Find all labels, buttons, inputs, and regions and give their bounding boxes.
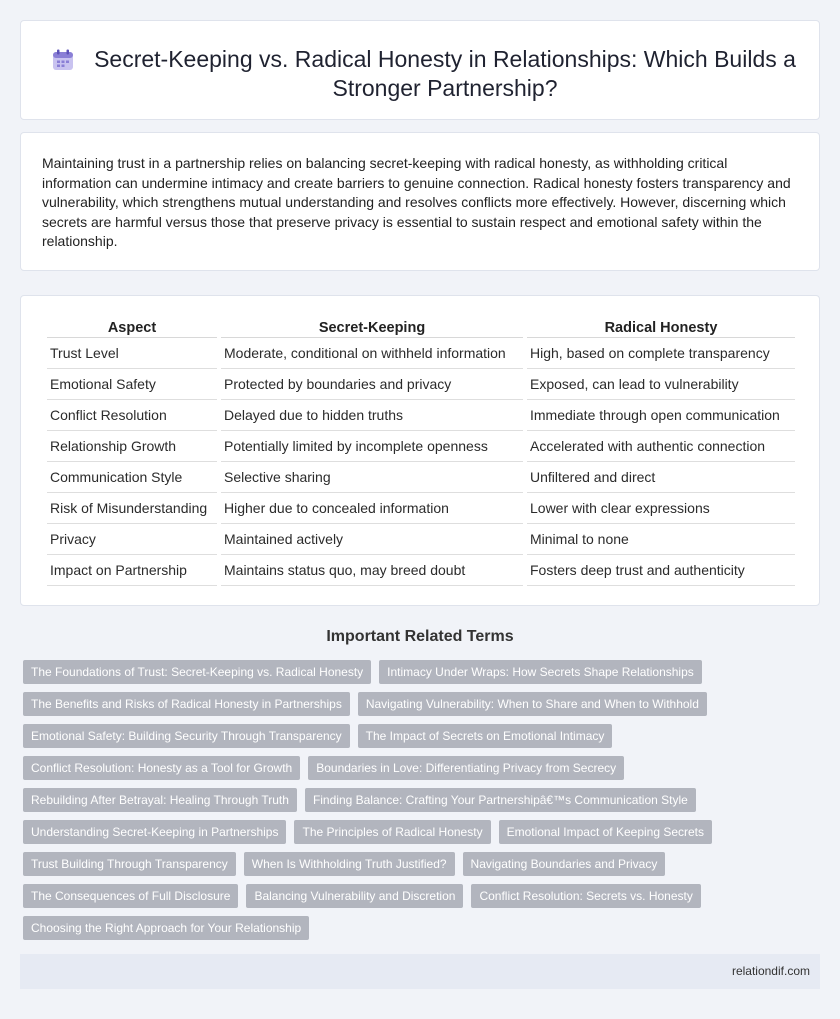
related-term-tag[interactable]: The Principles of Radical Honesty [294,820,490,844]
related-term-tag[interactable]: The Impact of Secrets on Emotional Intimacy [358,724,613,748]
related-term-tag[interactable]: Navigating Boundaries and Privacy [463,852,666,876]
cell-secret-keeping: Delayed due to hidden truths [221,400,523,431]
table-row [47,493,795,524]
calendar-icon [51,48,75,72]
cell-secret-keeping: Selective sharing [221,462,523,493]
related-term-tag[interactable]: The Benefits and Risks of Radical Honesty in Partnerships [23,692,350,716]
site-link[interactable]: relationdif.com [731,964,810,978]
cell-secret-keeping: Maintained actively [221,524,523,555]
cell-secret-keeping: Potentially limited by incomplete openness [221,431,523,462]
footer [20,954,820,989]
related-term-tag[interactable]: Trust Building Through Transparency [23,852,236,876]
comparison-table [43,314,799,586]
cell-radical-honesty: Fosters deep trust and authenticity [527,555,795,586]
related-term-tag[interactable]: Conflict Resolution: Honesty as a Tool for Growth [23,756,300,780]
related-terms-title: Important Related Terms [326,628,514,645]
related-term-tag[interactable]: The Foundations of Trust: Secret-Keeping vs. Radical Honesty [23,660,371,684]
table-row [47,431,795,462]
related-term-tag[interactable]: Understanding Secret-Keeping in Partnerships [23,820,286,844]
table-row [47,462,795,493]
cell-radical-honesty: Immediate through open communication [527,400,795,431]
column-header-radical-honesty: Radical Honesty [527,314,795,338]
cell-aspect: Relationship Growth [47,431,217,462]
cell-aspect: Trust Level [47,338,217,369]
cell-aspect: Risk of Misunderstanding [47,493,217,524]
cell-aspect: Conflict Resolution [47,400,217,431]
cell-secret-keeping: Protected by boundaries and privacy [221,369,523,400]
column-header-secret-keeping: Secret-Keeping [221,314,523,338]
cell-radical-honesty: Unfiltered and direct [527,462,795,493]
cell-radical-honesty: Lower with clear expressions [527,493,795,524]
related-terms-list [23,660,813,940]
cell-secret-keeping: Higher due to concealed information [221,493,523,524]
cell-aspect: Communication Style [47,462,217,493]
cell-radical-honesty: Exposed, can lead to vulnerability [527,369,795,400]
table-row [47,400,795,431]
related-term-tag[interactable]: Intimacy Under Wraps: How Secrets Shape Relationships [379,660,702,684]
cell-radical-honesty: High, based on complete transparency [527,338,795,369]
cell-aspect: Emotional Safety [47,369,217,400]
related-term-tag[interactable]: Finding Balance: Crafting Your Partnershipâ€™s Communication Style [305,788,696,812]
related-term-tag[interactable]: When Is Withholding Truth Justified? [244,852,455,876]
related-term-tag[interactable]: Emotional Impact of Keeping Secrets [499,820,712,844]
cell-secret-keeping: Maintains status quo, may breed doubt [221,555,523,586]
table-row [47,524,795,555]
table-row [47,369,795,400]
intro-card [20,132,820,271]
intro-paragraph: Maintaining trust in a partnership relies on balancing secret-keeping with radical honesty, as withholding critical information can undermine intimacy and create barriers to genuine connection. Radical honesty fosters transparency and vulnerability, which strengthens mutual understanding and resolves conflicts more effectively. However, discerning which secrets are harmful versus those that preserve privacy is essential to sustain respect and emotional safety within the relationship. [42,155,791,250]
cell-radical-honesty: Minimal to none [527,524,795,555]
related-term-tag[interactable]: Navigating Vulnerability: When to Share and When to Withhold [358,692,707,716]
table-header-row [47,314,795,338]
related-term-tag[interactable]: The Consequences of Full Disclosure [23,884,238,908]
column-header-aspect: Aspect [47,314,217,338]
related-term-tag[interactable]: Choosing the Right Approach for Your Relationship [23,916,309,940]
page-title: Secret-Keeping vs. Radical Honesty in Relationships: Which Builds a Stronger Partnership? [94,46,796,101]
related-term-tag[interactable]: Emotional Safety: Building Security Through Transparency [23,724,350,748]
table-row [47,555,795,586]
cell-secret-keeping: Moderate, conditional on withheld information [221,338,523,369]
related-term-tag[interactable]: Boundaries in Love: Differentiating Privacy from Secrecy [308,756,624,780]
cell-aspect: Privacy [47,524,217,555]
cell-aspect: Impact on Partnership [47,555,217,586]
comparison-table-card [20,295,820,606]
related-term-tag[interactable]: Rebuilding After Betrayal: Healing Through Truth [23,788,297,812]
table-row [47,338,795,369]
related-term-tag[interactable]: Balancing Vulnerability and Discretion [246,884,463,908]
header-card [20,20,820,120]
related-term-tag[interactable]: Conflict Resolution: Secrets vs. Honesty [471,884,700,908]
cell-radical-honesty: Accelerated with authentic connection [527,431,795,462]
